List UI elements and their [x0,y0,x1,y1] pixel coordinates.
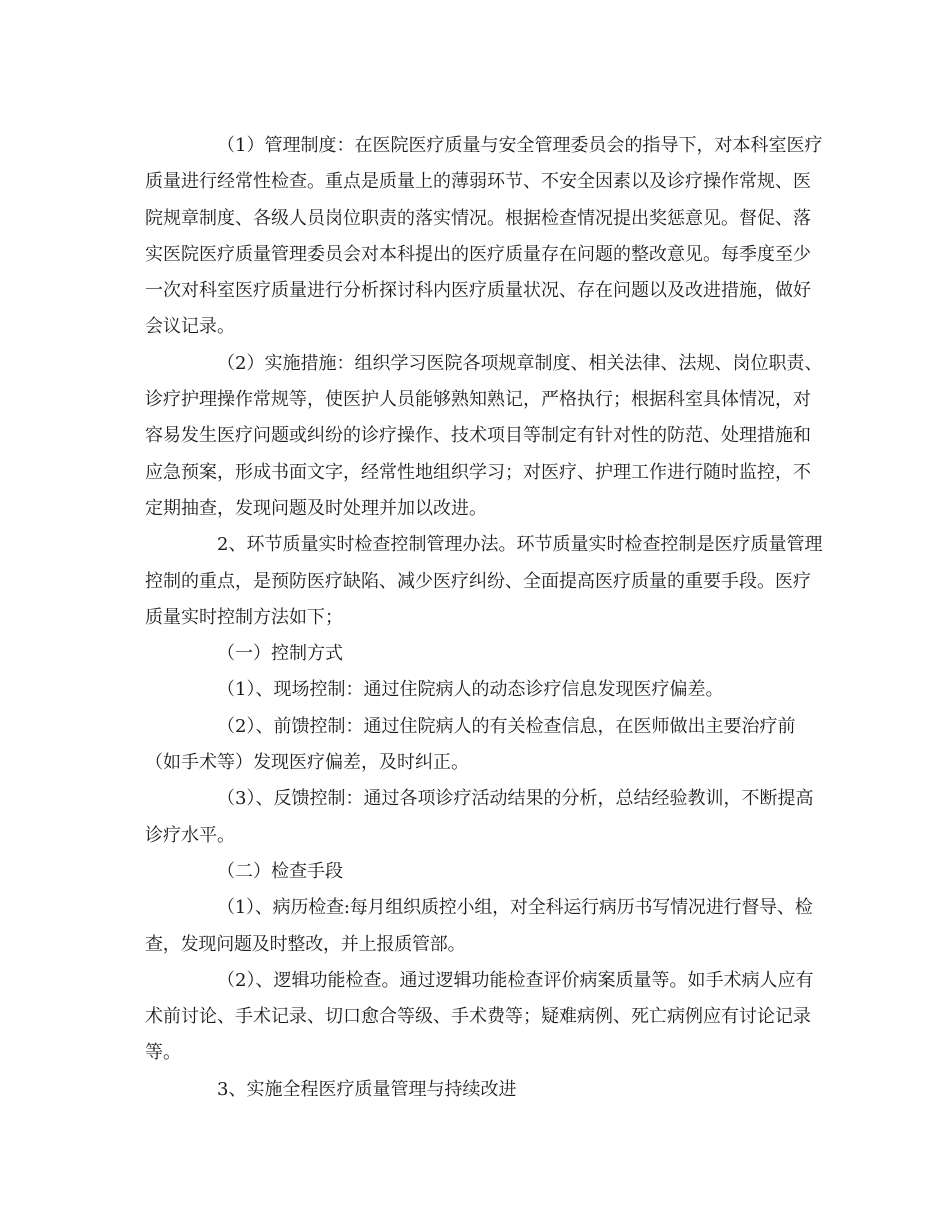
paragraph-feedforward-control: （2）、前馈控制：通过住院病人的有关检查信息，在医师做出主要治疗前（如手术等）发现医疗偏差，及时纠正。 [145,715,796,774]
paragraph-implementation-measures: （2）实施措施：组织学习医院各项规章制度、相关法律、法规、岗位职责、诊疗护理操作常规等，使医护人员能够熟知熟记，严格执行；根据科室具体情况，对容易发生医疗问题或纠纷的诊疗操作、技术项目等制定有针对性的防范、处理措施和应急预案，形成书面文字，经常性地组织学习；对医疗、护理工作进行随时监控，不定期抽查，发现问题及时处理并加以改进。 [145,352,823,519]
heading-inspection-means: （二）检查手段 [217,860,343,882]
document-body [145,128,825,1108]
paragraph-management-system: （1）管理制度：在医院医疗质量与安全管理委员会的指导下，对本科室医疗质量进行经常性检查。重点是质量上的薄弱环节、不安全因素以及诊疗操作常规、医院规章制度、各级人员岗位职责的落实情况。根据检查情况提出奖惩意见。督促、落实医院医疗质量管理委员会对本科提出的医疗质量存在问题的整改意见。每季度至少一次对科室医疗质量进行分析探讨科内医疗质量状况、存在问题以及改进措施，做好会议记录。 [145,135,823,338]
paragraph-feedback-control: （3）、反馈控制：通过各项诊疗活动结果的分析，总结经验教训，不断提高诊疗水平。 [145,788,814,846]
paragraph-onsite-control: （1）、现场控制：通过住院病人的动态诊疗信息发现医疗偏差。 [217,679,724,701]
heading-section-3-full-process: 3、实施全程医疗质量管理与持续改进 [217,1078,517,1100]
heading-control-methods: （一）控制方式 [217,643,343,665]
paragraph-section-2-realtime-control: 2、环节质量实时检查控制管理办法。环节质量实时检查控制是医疗质量管理控制的重点，是预防医疗缺陷、减少医疗纠纷、全面提高医疗质量的重要手段。医疗质量实时控制方法如下； [145,534,823,628]
paragraph-medical-record-check: （1）、病历检查:每月组织质控小组，对全科运行病历书写情况进行督导、检查，发现问题及时整改，并上报质管部。 [145,897,813,955]
paragraph-logic-function-check: （2）、逻辑功能检查。通过逻辑功能检查评价病案质量等。如手术病人应有术前讨论、手术记录、切口愈合等级、手术费等；疑难病例、死亡病例应有讨论记录等。 [145,969,814,1064]
